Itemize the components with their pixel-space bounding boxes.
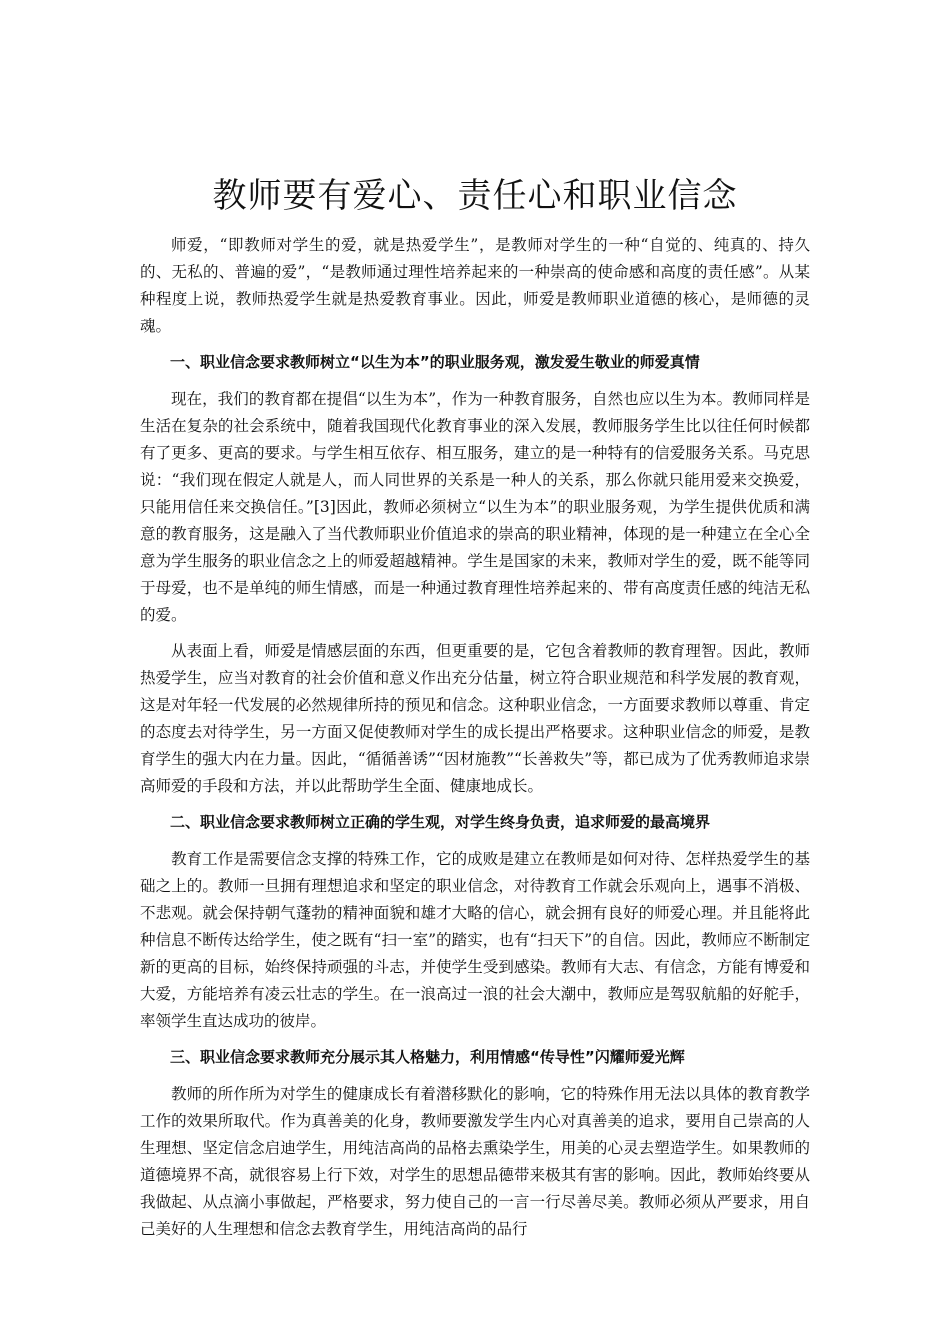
section-1-heading: 一、职业信念要求教师树立“以生为本”的职业服务观，激发爱生敬业的师爱真情 bbox=[170, 353, 700, 371]
document-body bbox=[140, 172, 810, 1252]
section-3-paragraph-1: 教师的所作所为对学生的健康成长有着潜移默化的影响，它的特殊作用无法以具体的教育教学工作的效果所取代。作为真善美的化身，教师要激发学生内心对真善美的追求，要用自己崇高的人生理想、坚定信念启迪学生，用纯洁高尚的品格去熏染学生，用美的心灵去塑造学生。如果教师的道德境界不高，就很容易上行下效，对学生的思想品德带来极其有害的影响。因此，教师始终要从我做起、从点滴小事做起，严格要求，努力使自己的一言一行尽善尽美。教师必须从严要求，用自己美好的人生理想和信念去教育学生，用纯洁高尚的品行 bbox=[140, 1085, 810, 1238]
section-1-paragraph-2: 从表面上看，师爱是情感层面的东西，但更重要的是，它包含着教师的教育理智。因此，教师热爱学生，应当对教育的社会价值和意义作出充分估量，树立符合职业规范和科学发展的教育观，这是对年轻一代发展的必然规律所持的预见和信念。这种职业信念，一方面要求教师以尊重、肯定的态度去对待学生，另一方面又促使教师对学生的成长提出严格要求。这种职业信念的师爱，是教育学生的强大内在力量。因此，“循循善诱”“因材施教”“长善救失”等，都已成为了优秀教师追求崇高师爱的手段和方法，并以此帮助学生全面、健康地成长。 bbox=[140, 642, 810, 795]
section-1-paragraph-1: 现在，我们的教育都在提倡“以生为本”，作为一种教育服务，自然也应以生为本。教师同样是生活在复杂的社会系统中，随着我国现代化教育事业的深入发展，教师服务学生比以往任何时候都有了更多、更高的要求。与学生相互依存、相互服务，建立的是一种特有的信爱服务关系。马克思说：“我们现在假定人就是人，而人同世界的关系是一种人的关系，那么你就只能用爱来交换爱，只能用信任来交换信任。”[3]因此，教师必须树立“以生为本”的职业服务观，为学生提供优质和满意的教育服务，这是融入了当代教师职业价值追求的崇高的职业精神，体现的是一种建立在全心全意为学生服务的职业信念之上的师爱超越精神。学生是国家的未来，教师对学生的爱，既不能等同于母爱，也不是单纯的师生情感，而是一种通过教育理性培养起来的、带有高度责任感的纯洁无私的爱。 bbox=[140, 390, 810, 624]
intro-paragraph: 师爱，“即教师对学生的爱，就是热爱学生”，是教师对学生的一种“自觉的、纯真的、持久的、无私的、普遍的爱”，“是教师通过理性培养起来的一种崇高的使命感和高度的责任感”。从某种程度上说，教师热爱学生就是热爱教育事业。因此，师爱是教师职业道德的核心，是师德的灵魂。 bbox=[140, 236, 810, 335]
section-3-heading: 三、职业信念要求教师充分展示其人格魅力，利用情感“传导性”闪耀师爱光辉 bbox=[170, 1048, 685, 1066]
document-title: 教师要有爱心、责任心和职业信念 bbox=[212, 176, 738, 216]
section-2-heading: 二、职业信念要求教师树立正确的学生观，对学生终身负责，追求师爱的最高境界 bbox=[170, 813, 711, 831]
section-2-paragraph-1: 教育工作是需要信念支撑的特殊工作，它的成败是建立在教师是如何对待、怎样热爱学生的基础之上的。教师一旦拥有理想追求和坚定的职业信念，对待教育工作就会乐观向上，遇事不消极、不悲观。就会保持朝气蓬勃的精神面貌和雄才大略的信心，就会拥有良好的师爱心理。并且能将此种信息不断传达给学生，使之既有“扫一室”的踏实，也有“扫天下”的自信。因此，教师应不断制定新的更高的目标，始终保持顽强的斗志，并使学生受到感染。教师有大志、有信念，方能有博爱和大爱，方能培养有凌云壮志的学生。在一浪高过一浪的社会大潮中，教师应是驾驭航船的好舵手，率领学生直达成功的彼岸。 bbox=[140, 850, 810, 1030]
